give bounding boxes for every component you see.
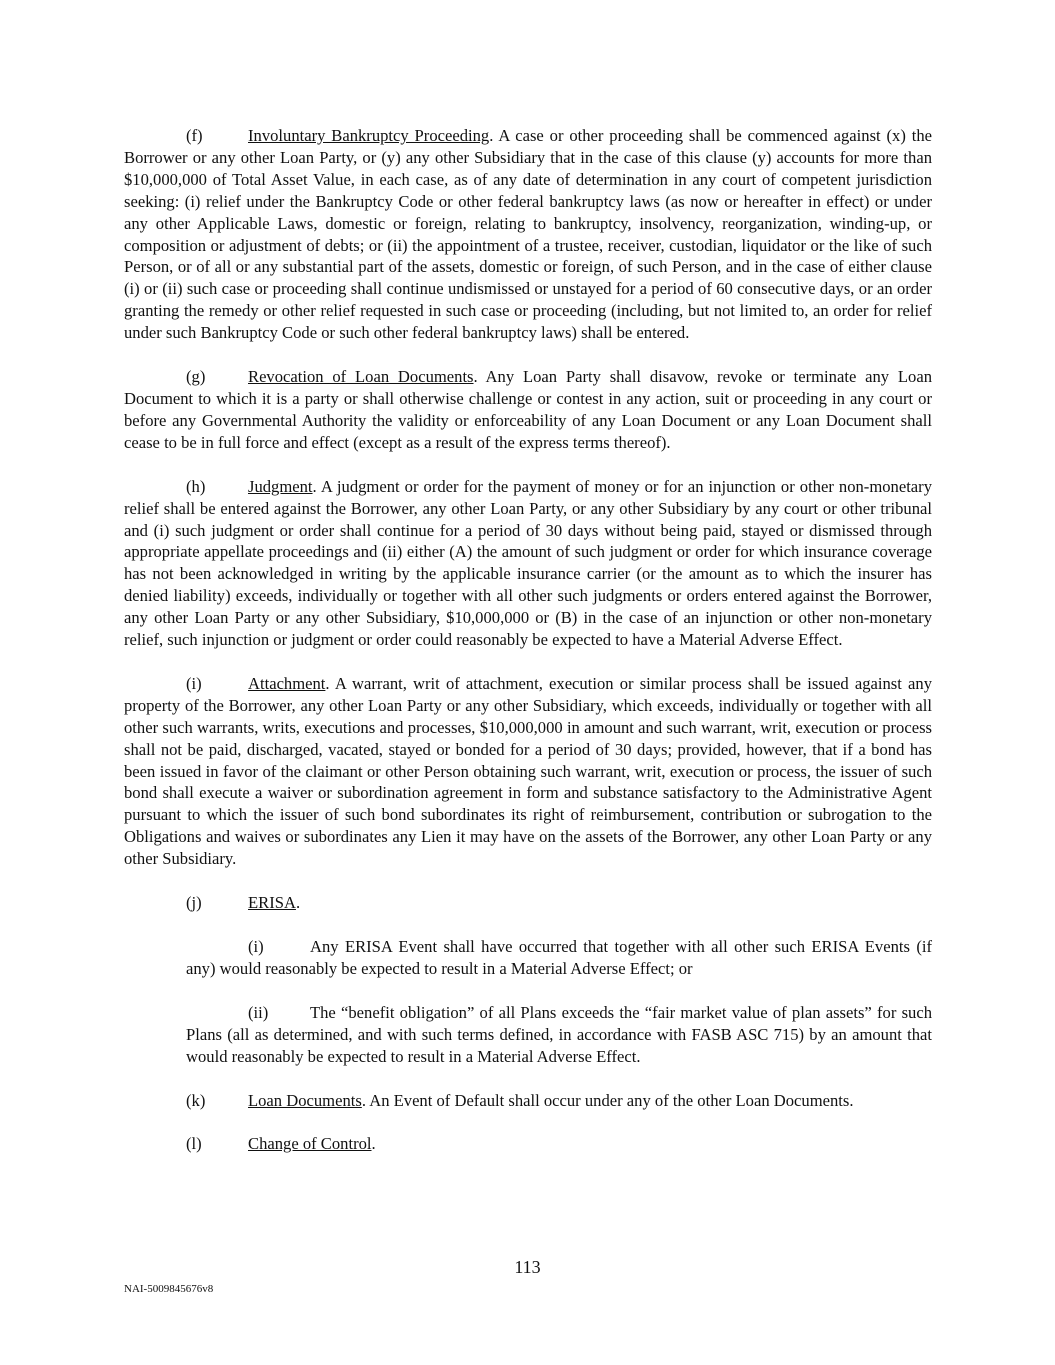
document-body	[124, 125, 932, 1177]
section-f	[124, 125, 932, 344]
section-h	[124, 476, 932, 651]
section-j-sub-i-text: Any ERISA Event shall have occurred that together with all other such ERISA Events (if any) would reasonably be expected to result in a Material Adverse Effect; or	[186, 937, 932, 978]
section-l-label: (l)	[186, 1134, 202, 1154]
section-j-sub-ii	[186, 1002, 932, 1068]
section-f-label: (f)	[186, 126, 203, 145]
section-j-heading: ERISA	[248, 893, 296, 913]
section-i-heading: Attachment	[248, 673, 326, 693]
section-k-heading: Loan Documents	[248, 1090, 362, 1110]
section-j-sub-ii-label: (ii)	[248, 1002, 269, 1022]
section-k-label: (k)	[186, 1090, 206, 1110]
section-j-label: (j)	[186, 893, 202, 913]
section-j	[186, 892, 932, 914]
section-j-sub-i	[186, 936, 932, 980]
section-l-heading: Change of Control	[248, 1134, 372, 1154]
section-g	[124, 366, 932, 454]
section-f-text: . A case or other proceeding shall be commenced against (x) the Borrower or any other Loan Party, or (y) any other Subsidiary that in the case of this clause (y) accounts for more than $10,000,000 of Total Asset Value, in each case, as of any date of determination in any court of competent jurisdiction seeking: (i) relief under the Bankruptcy Code or other federal bankruptcy laws (as now or hereafter in effect) or under any other Applicable Laws, domestic or foreign, relating to bankruptcy, insolvency, reorganization, winding-up, or composition or adjustment of debts; or (ii) the appointment of a trustee, receiver, custodian, liquidator or the like of such Person, or of all or any substantial part of the assets, domestic or foreign, of such Person, and in the case of either clause (i) or (ii) such case or proceeding shall continue undismissed or unstayed for a period of 60 consecutive days, or an order granting the remedy or other relief requested in such case or proceeding (including, but not limited to, an order for relief under such Bankruptcy Code or such other federal bankruptcy laws) shall be entered.	[124, 126, 932, 343]
section-g-heading: Revocation of Loan Documents	[248, 367, 474, 387]
section-h-text: . A judgment or order for the payment of money or for an injunction or other non-monetary relief shall be entered against the Borrower, any other Loan Party, or any other Subsidiary by any court or other tribunal and (i) such judgment or order shall continue for a period of 30 days without being paid, stayed or dismissed through appropriate appellate proceedings and (ii) either (A) the amount of such judgment or order for which insurance coverage has not been acknowledged in writing by the applicable insurance carrier (or the amount as to which the insurer has denied liability) exceeds, individually or together with all other such judgments or orders entered against the Borrower, any other Loan Party or any other Subsidiary, $10,000,000 or (B) in the case of an injunction or other non-monetary relief, such injunction or judgment or order could reasonably be expected to have a Material Adverse Effect.	[124, 476, 932, 650]
section-j-text: .	[295, 893, 301, 913]
section-i	[124, 673, 932, 870]
section-g-text: . Any Loan Party shall disavow, revoke or terminate any Loan Document to which it is a party or shall otherwise challenge or contest in any action, suit or proceeding in any court or before any Governmental Authority the validity or enforceability of any Loan Document or any Loan Document shall cease to be in full force and effect (except as a result of the express terms thereof).	[124, 367, 932, 452]
page-number: 113	[514, 1257, 541, 1277]
section-h-label: (h)	[186, 476, 206, 496]
document-footer-id: NAI-5009845676v8	[124, 1283, 214, 1295]
section-j-sub-i-label: (i)	[248, 937, 264, 956]
section-k	[186, 1090, 932, 1112]
section-g-label: (g)	[186, 367, 206, 387]
section-l-text: .	[371, 1134, 376, 1154]
section-k-text: . An Event of Default shall occur under any of the other Loan Documents.	[361, 1090, 854, 1110]
section-j-sub-ii-text: The “benefit obligation” of all Plans exceeds the “fair market value of plan assets” for such Plans (all as determined, and with such terms defined, in accordance with FASB ASC 715) by an amount that would reasonably be expected to result in a Material Adverse Effect.	[186, 1002, 932, 1066]
section-l	[186, 1133, 932, 1155]
section-h-heading: Judgment	[248, 476, 313, 496]
section-f-heading: Involuntary Bankruptcy Proceeding	[248, 126, 490, 145]
section-i-label: (i)	[186, 673, 202, 693]
section-i-text: . A warrant, writ of attachment, execution or similar process shall be issued against any property of the Borrower, any other Loan Party or any other Subsidiary, which exceeds, individually or together with all other such warrants, writs, executions and processes, $10,000,000 in amount and such warrant, writ, execution or process shall not be paid, discharged, vacated, stayed or bonded for a period of 30 days; provided, however, that if a bond has been issued in favor of the claimant or other Person obtaining such warrant, writ, execution or process, the issuer of such bond shall execute a waiver or subordination agreement in form and substance satisfactory to the Administrative Agent pursuant to which the issuer of such bond subordinates its right of reimbursement, contribution or subrogation to the Obligations and waives or subordinates any Lien it may have on the assets of the Borrower, any other Loan Party or any other Subsidiary.	[124, 673, 932, 869]
